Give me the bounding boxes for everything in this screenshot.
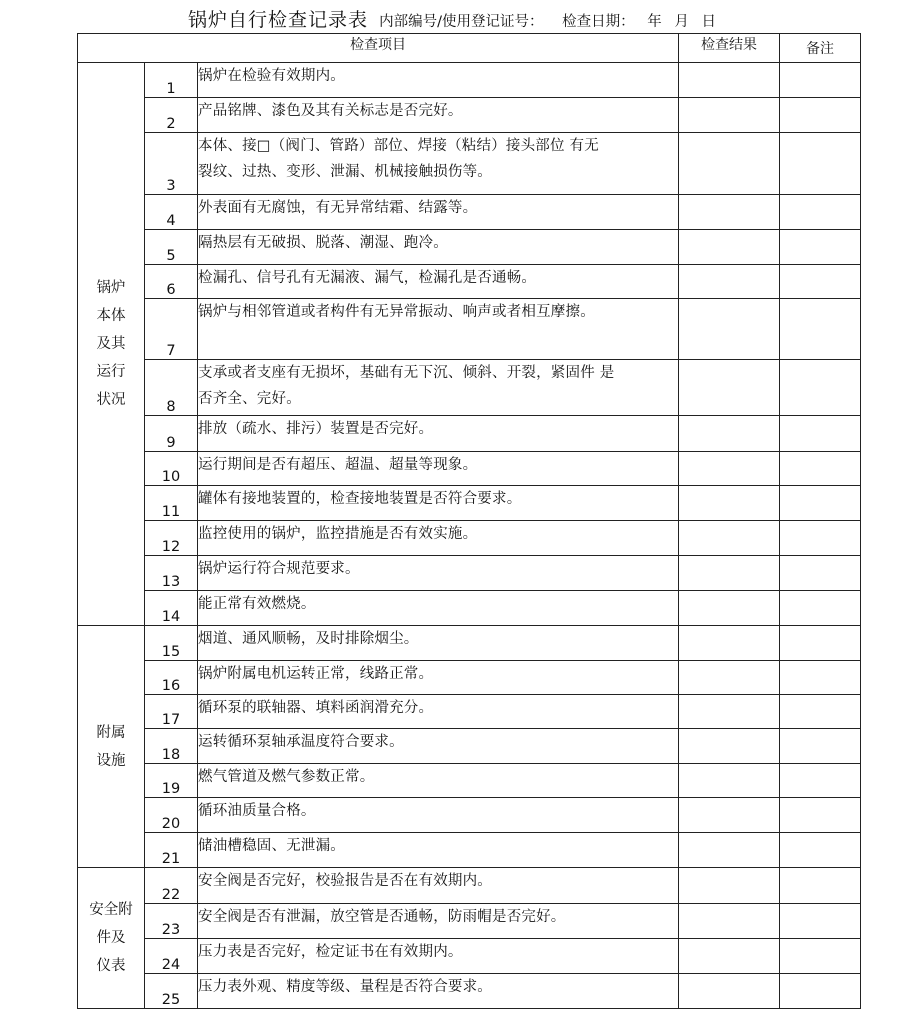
remark-cell[interactable]	[780, 833, 861, 868]
remark-cell[interactable]	[780, 695, 861, 729]
internal-no-label: 内部编号/使用登记证号：	[379, 14, 544, 30]
table-row	[78, 626, 861, 661]
result-cell[interactable]	[679, 729, 780, 764]
item-number: 25	[145, 974, 198, 1009]
result-cell[interactable]	[679, 521, 780, 556]
remark-cell[interactable]	[780, 556, 861, 591]
item-number: 5	[145, 230, 198, 265]
table-row	[78, 452, 861, 486]
item-number: 17	[145, 695, 198, 729]
remark-cell[interactable]	[780, 729, 861, 764]
remark-cell[interactable]	[780, 939, 861, 974]
item-description: 检漏孔、信号孔有无漏液、漏气，检漏孔是否通畅。	[198, 265, 679, 299]
item-number: 15	[145, 626, 198, 661]
table-row	[78, 591, 861, 626]
result-cell[interactable]	[679, 661, 780, 695]
item-number: 9	[145, 416, 198, 452]
item-number: 12	[145, 521, 198, 556]
table-row	[78, 98, 861, 133]
result-cell[interactable]	[679, 556, 780, 591]
item-description: 压力表是否完好，检定证书在有效期内。	[198, 939, 679, 974]
day-label: 日	[701, 14, 716, 30]
item-number: 4	[145, 195, 198, 230]
result-cell[interactable]	[679, 63, 780, 98]
item-description: 监控使用的锅炉，监控措施是否有效实施。	[198, 521, 679, 556]
result-cell[interactable]	[679, 98, 780, 133]
result-cell[interactable]	[679, 904, 780, 939]
column-header-remark: 备注	[780, 34, 861, 63]
result-cell[interactable]	[679, 626, 780, 661]
inspection-table	[77, 33, 861, 1009]
item-description: 罐体有接地装置的，检查接地装置是否符合要求。	[198, 486, 679, 521]
result-cell[interactable]	[679, 868, 780, 904]
remark-cell[interactable]	[780, 265, 861, 299]
item-description: 锅炉附属电机运转正常，线路正常。	[198, 661, 679, 695]
item-description: 本体、接□（阀门、管路）部位、焊接（粘结）接头部位 有无 裂纹、过热、变形、泄漏、机械接触损伤等。	[198, 133, 679, 195]
result-cell[interactable]	[679, 486, 780, 521]
item-number: 18	[145, 729, 198, 764]
year-label: 年	[647, 14, 662, 30]
table-row	[78, 904, 861, 939]
table-row	[78, 299, 861, 360]
remark-cell[interactable]	[780, 299, 861, 360]
result-cell[interactable]	[679, 416, 780, 452]
item-description: 运转循环泵轴承温度符合要求。	[198, 729, 679, 764]
table-row	[78, 556, 861, 591]
item-description: 运行期间是否有超压、超温、超量等现象。	[198, 452, 679, 486]
remark-cell[interactable]	[780, 974, 861, 1009]
month-label: 月	[674, 14, 689, 30]
item-description: 循环油质量合格。	[198, 798, 679, 833]
table-row	[78, 764, 861, 798]
item-number: 1	[145, 63, 198, 98]
table-row	[78, 416, 861, 452]
item-number: 19	[145, 764, 198, 798]
item-number: 3	[145, 133, 198, 195]
item-number: 23	[145, 904, 198, 939]
table-row	[78, 939, 861, 974]
result-cell[interactable]	[679, 939, 780, 974]
remark-cell[interactable]	[780, 626, 861, 661]
item-number: 11	[145, 486, 198, 521]
document-title-line	[188, 6, 724, 34]
result-cell[interactable]	[679, 133, 780, 195]
result-cell[interactable]	[679, 195, 780, 230]
section-label: 锅炉 本体 及其 运行 状况	[78, 63, 145, 626]
result-cell[interactable]	[679, 974, 780, 1009]
item-description: 外表面有无腐蚀，有无异常结霜、结露等。	[198, 195, 679, 230]
remark-cell[interactable]	[780, 416, 861, 452]
result-cell[interactable]	[679, 695, 780, 729]
item-number: 8	[145, 360, 198, 416]
table-row	[78, 974, 861, 1009]
remark-cell[interactable]	[780, 63, 861, 98]
item-description: 隔热层有无破损、脱落、潮湿、跑冷。	[198, 230, 679, 265]
item-description: 压力表外观、精度等级、量程是否符合要求。	[198, 974, 679, 1009]
remark-cell[interactable]	[780, 798, 861, 833]
item-description: 锅炉运行符合规范要求。	[198, 556, 679, 591]
item-description: 锅炉与相邻管道或者构件有无异常振动、响声或者相互摩擦。	[198, 299, 679, 360]
result-cell[interactable]	[679, 764, 780, 798]
item-number: 21	[145, 833, 198, 868]
item-description: 循环泵的联轴器、填料函润滑充分。	[198, 695, 679, 729]
check-date-label: 检查日期：	[562, 14, 635, 30]
item-description: 排放（疏水、排污）装置是否完好。	[198, 416, 679, 452]
remark-cell[interactable]	[780, 230, 861, 265]
table-row	[78, 833, 861, 868]
remark-cell[interactable]	[780, 868, 861, 904]
table-row	[78, 661, 861, 695]
table-row	[78, 695, 861, 729]
remark-cell[interactable]	[780, 360, 861, 416]
column-header-result: 检查结果	[679, 34, 780, 63]
result-cell[interactable]	[679, 299, 780, 360]
remark-cell[interactable]	[780, 521, 861, 556]
table-row	[78, 868, 861, 904]
table-row	[78, 798, 861, 833]
remark-cell[interactable]	[780, 133, 861, 195]
remark-cell[interactable]	[780, 661, 861, 695]
item-number: 14	[145, 591, 198, 626]
table-row	[78, 230, 861, 265]
remark-cell[interactable]	[780, 195, 861, 230]
table-row	[78, 63, 861, 98]
item-description: 锅炉在检验有效期内。	[198, 63, 679, 98]
item-description: 燃气管道及燃气参数正常。	[198, 764, 679, 798]
item-description: 支承或者支座有无损坏，基础有无下沉、倾斜、开裂，紧固件 是 否齐全、完好。	[198, 360, 679, 416]
remark-cell[interactable]	[780, 904, 861, 939]
table-row	[78, 521, 861, 556]
item-number: 2	[145, 98, 198, 133]
result-cell[interactable]	[679, 452, 780, 486]
result-cell[interactable]	[679, 591, 780, 626]
result-cell[interactable]	[679, 230, 780, 265]
item-description: 产品铭牌、漆色及其有关标志是否完好。	[198, 98, 679, 133]
table-row	[78, 360, 861, 416]
item-description: 安全阀是否完好，校验报告是否在有效期内。	[198, 868, 679, 904]
item-number: 24	[145, 939, 198, 974]
item-number: 20	[145, 798, 198, 833]
remark-cell[interactable]	[780, 452, 861, 486]
item-number: 7	[145, 299, 198, 360]
table-row	[78, 195, 861, 230]
section-label: 附属 设施	[78, 626, 145, 868]
column-header-item: 检查项目	[78, 34, 679, 63]
remark-cell[interactable]	[780, 764, 861, 798]
item-number: 13	[145, 556, 198, 591]
table-row	[78, 133, 861, 195]
document-title: 锅炉自行检查记录表	[188, 9, 369, 31]
result-cell[interactable]	[679, 798, 780, 833]
item-description: 储油槽稳固、无泄漏。	[198, 833, 679, 868]
section-label: 安全附 件及 仪表	[78, 868, 145, 1009]
item-number: 10	[145, 452, 198, 486]
table-row	[78, 486, 861, 521]
item-description: 能正常有效燃烧。	[198, 591, 679, 626]
item-number: 16	[145, 661, 198, 695]
item-number: 6	[145, 265, 198, 299]
remark-cell[interactable]	[780, 486, 861, 521]
result-cell[interactable]	[679, 360, 780, 416]
table-row	[78, 729, 861, 764]
result-cell[interactable]	[679, 265, 780, 299]
item-number: 22	[145, 868, 198, 904]
remark-cell[interactable]	[780, 591, 861, 626]
result-cell[interactable]	[679, 833, 780, 868]
remark-cell[interactable]	[780, 98, 861, 133]
item-description: 烟道、通风顺畅，及时排除烟尘。	[198, 626, 679, 661]
table-row	[78, 265, 861, 299]
item-description: 安全阀是否有泄漏，放空管是否通畅，防雨帽是否完好。	[198, 904, 679, 939]
